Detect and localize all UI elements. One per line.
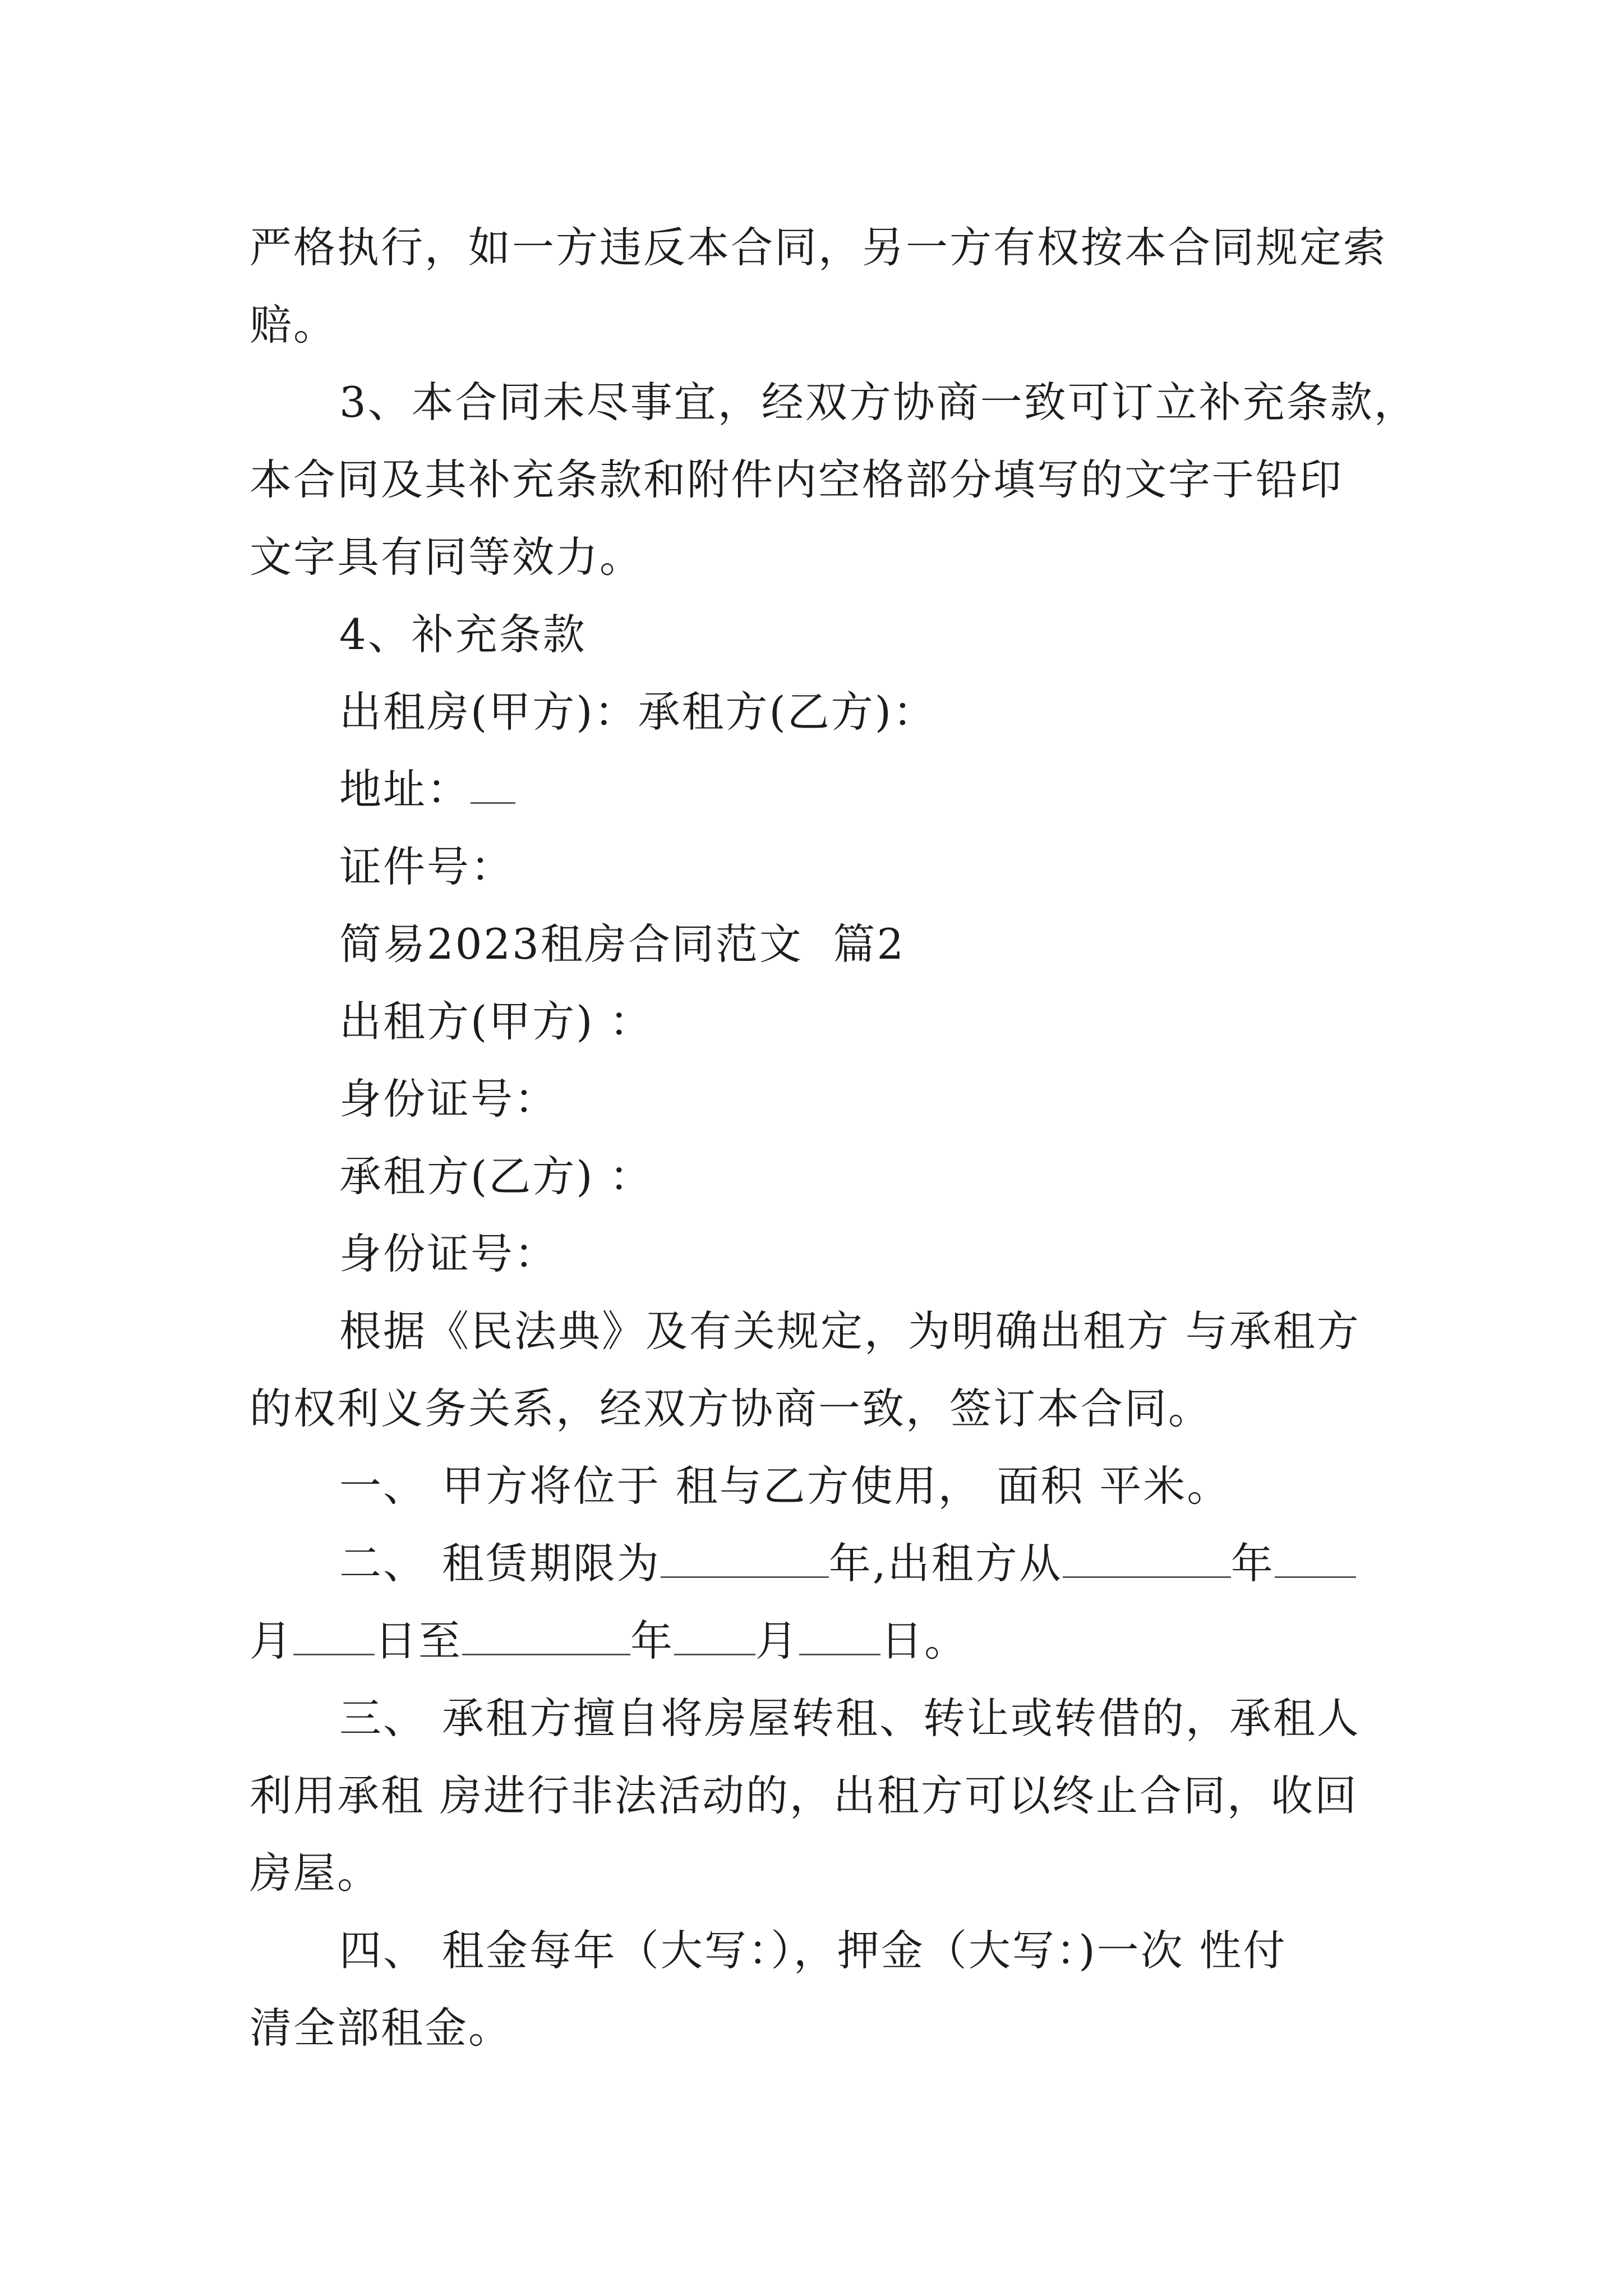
end-year-blank [462,1619,630,1655]
month-text: 月 [250,1616,294,1665]
start-day-blank [293,1619,375,1655]
paragraph-line: 房屋。 [250,1848,381,1898]
id-number-line: 证件号： [339,842,515,891]
clause-3: 3、本合同未尽事宜，经双方协商一致可订立补充条款， [339,378,1418,427]
parties-line: 出租房(甲方)：承租方(乙方)： [339,687,937,737]
paragraph-line: 利用承租 房进行非法活动的，出租方可以终止合同，收回 [250,1771,1358,1820]
paragraph-line: 赔。 [250,300,338,349]
clause-4: 4、补充条款 [339,610,587,659]
end-day-blank [799,1619,880,1655]
article-2 [250,1525,1394,1602]
lessee-id-line: 身份证号： [339,1229,559,1278]
day-to-text: 日至 [375,1616,463,1665]
document-body [250,209,1418,2067]
term-years-blank [661,1542,829,1578]
preamble-line: 根据《民法典》及有关规定，为明确出租方 与承租方 [339,1306,1361,1356]
lessee-line: 承租方(乙方) ： [339,1152,653,1201]
article-4: 四、 租金每年（大写：），押金（大写：)一次 性付 [339,1926,1287,1975]
day-text: 日。 [880,1616,969,1665]
year-text: 年 [1230,1539,1275,1588]
article-1: 一、 甲方将位于 租与乙方使用， 面积 平米。 [339,1461,1231,1511]
article-3: 三、 承租方擅自将房屋转租、转让或转借的，承租人 [339,1694,1361,1743]
paragraph-line: 文字具有同等效力。 [250,532,644,582]
lessor-line: 出租方(甲方) ： [339,997,653,1046]
term-label: 二、 租赁期限为 [339,1539,661,1588]
start-year-blank [1063,1542,1231,1578]
article-2-cont [250,1602,1394,1680]
term-text: 年,出租方从 [828,1539,1063,1588]
year-text: 年 [630,1616,675,1665]
lessor-id-line: 身份证号： [339,1074,559,1124]
section-title: 简易2023租房合同范文 篇2 [339,919,906,969]
address-line [250,751,1394,828]
month-text: 月 [755,1616,800,1665]
paragraph-line: 的权利义务关系，经双方协商一致，签订本合同。 [250,1384,1212,1433]
paragraph-line: 清全部租金。 [250,2003,513,2053]
address-label: 地址： [339,765,471,814]
paragraph-line: 严格执行，如一方违反本合同，另一方有权按本合同规定索 [250,223,1387,272]
start-month-blank [1275,1542,1356,1578]
address-blank [471,767,515,804]
paragraph-line: 本合同及其补充条款和附件内空格部分填写的文字于铅印 [250,455,1344,504]
end-month-blank [674,1619,755,1655]
